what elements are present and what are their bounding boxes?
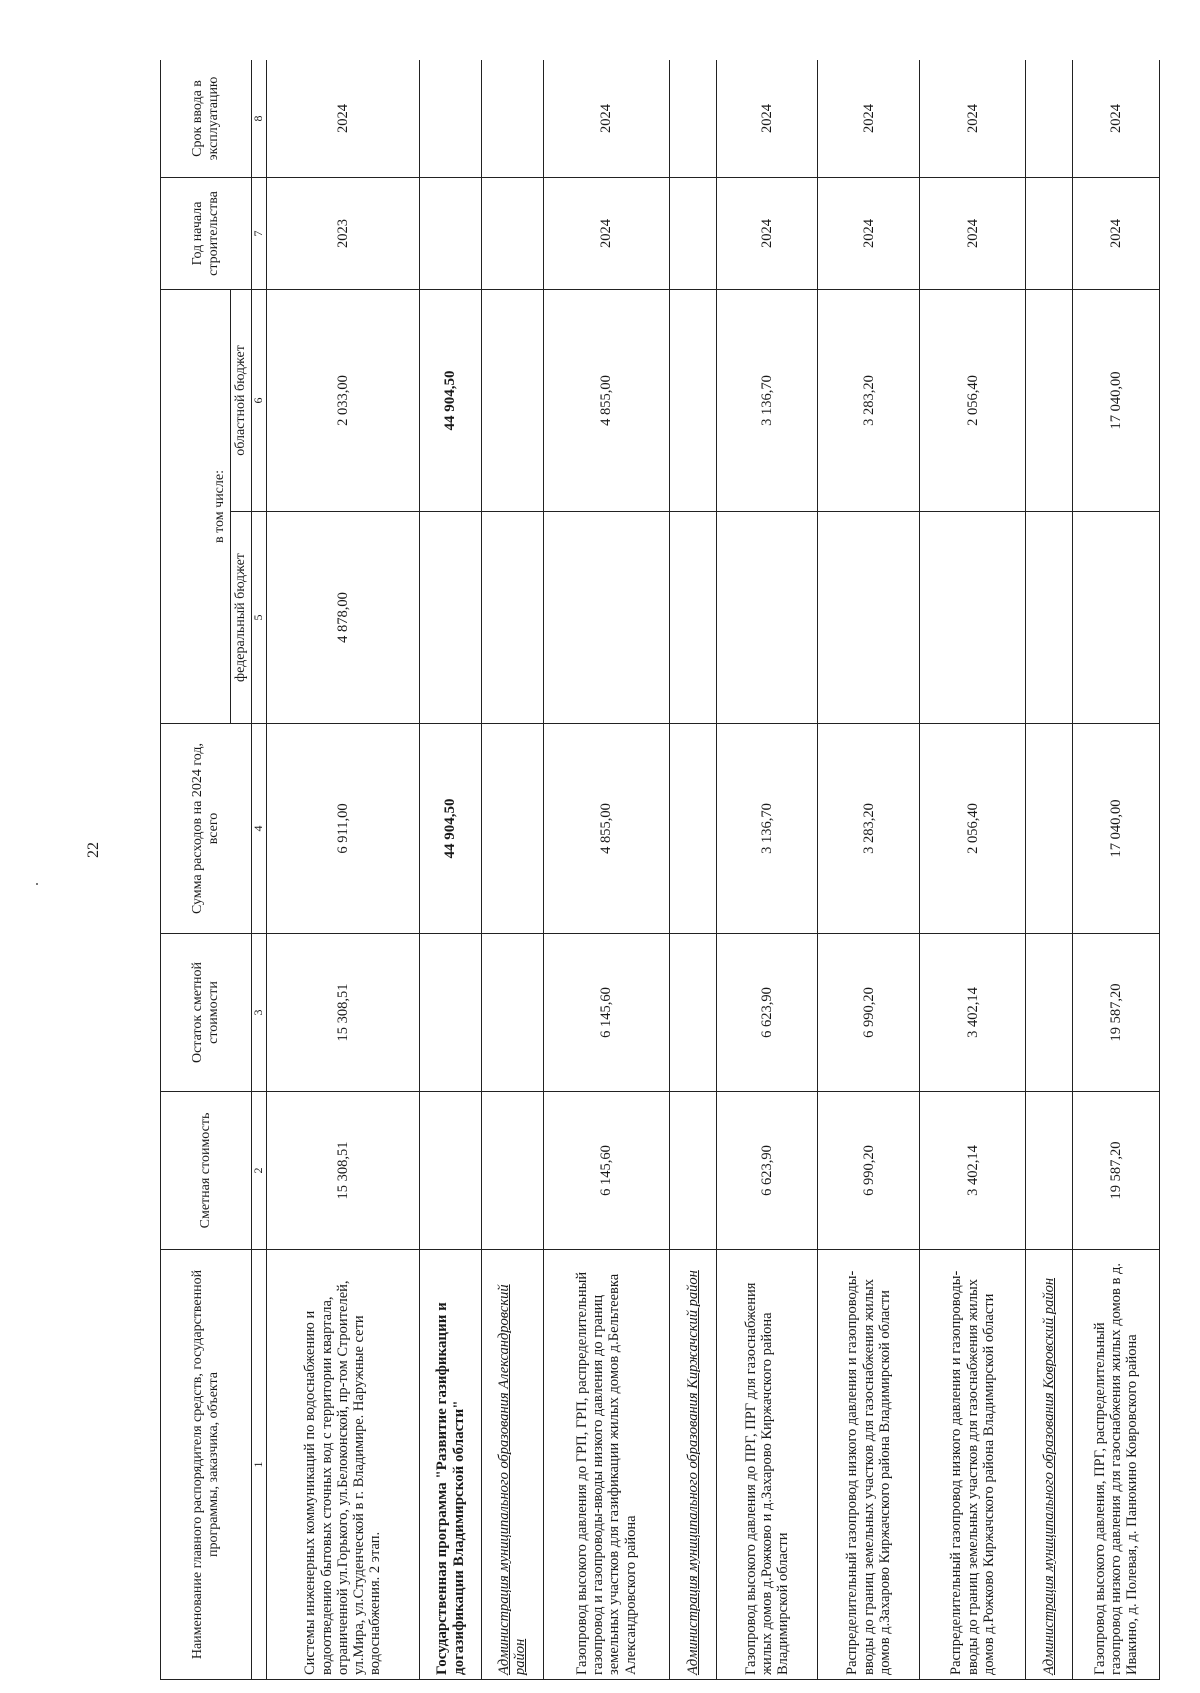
table-row [919, 60, 1025, 1680]
header-including: в том числе: [161, 289, 231, 723]
regional-budget: 2 033,00 [266, 289, 419, 511]
empty-cell [670, 1092, 717, 1250]
commission-year: 2024 [717, 60, 818, 177]
regional-budget: 17 040,00 [1073, 289, 1160, 511]
commission-year: 2024 [1073, 60, 1160, 177]
total-2024: 2 056,40 [919, 724, 1025, 934]
page-number: 22 [85, 842, 102, 858]
empty-cell [481, 289, 543, 511]
empty-cell [1026, 60, 1073, 177]
empty-cell [481, 512, 543, 724]
empty-cell [670, 289, 717, 511]
total-2024: 44 904,50 [420, 724, 482, 934]
empty-cell [481, 724, 543, 934]
start-year: 2024 [919, 177, 1025, 289]
commission-year [420, 60, 482, 177]
federal-budget [717, 512, 818, 724]
admin-name: Администрация муниципального образования Киржачский район [670, 1250, 717, 1680]
estimated-cost: 3 402,14 [919, 1092, 1025, 1250]
column-number: 4 [251, 724, 266, 934]
scan-speck [36, 883, 38, 885]
remaining-cost: 6 145,60 [543, 934, 669, 1092]
header-estimated-cost: Сметная стоимость [161, 1092, 252, 1250]
federal-budget: 4 878,00 [266, 512, 419, 724]
header-regional: областной бюджет [231, 289, 252, 511]
header-start-year: Год начала строительства [161, 177, 252, 289]
estimated-cost: 19 587,20 [1073, 1092, 1160, 1250]
table-row [818, 60, 919, 1680]
empty-cell [1026, 289, 1073, 511]
start-year: 2024 [1073, 177, 1160, 289]
remaining-cost [420, 934, 482, 1092]
column-number-row [251, 60, 266, 1680]
object-name: Распределительный газопровод низкого давления и газопроводы-вводы до границ земельных участков для газоснабжения жилых домов д.Захарово Киржачского района Владимирской области [818, 1250, 919, 1680]
empty-cell [670, 724, 717, 934]
commission-year: 2024 [543, 60, 669, 177]
header-row [161, 60, 231, 1680]
column-number: 1 [251, 1250, 266, 1680]
empty-cell [481, 934, 543, 1092]
start-year: 2024 [818, 177, 919, 289]
header-commission-year: Срок ввода в эксплуатацию [161, 60, 252, 177]
column-number: 2 [251, 1092, 266, 1250]
empty-cell [481, 1092, 543, 1250]
total-2024: 3 136,70 [717, 724, 818, 934]
regional-budget: 2 056,40 [919, 289, 1025, 511]
object-name: Газопровод высокого давления до ПРГ, ПРГ для газоснабжения жилых домов д.Рожково и д.Захарово Киржачского района Владимирской области [717, 1250, 818, 1680]
federal-budget [420, 512, 482, 724]
budget-table [160, 60, 1160, 1680]
remaining-cost: 6 623,90 [717, 934, 818, 1092]
regional-budget: 4 855,00 [543, 289, 669, 511]
empty-cell [1026, 934, 1073, 1092]
empty-cell [481, 177, 543, 289]
commission-year: 2024 [818, 60, 919, 177]
empty-cell [1026, 177, 1073, 289]
start-year: 2024 [717, 177, 818, 289]
commission-year: 2024 [919, 60, 1025, 177]
admin-name: Администрация муниципального образования Ковровский район [1026, 1250, 1073, 1680]
empty-cell [670, 934, 717, 1092]
regional-budget: 44 904,50 [420, 289, 482, 511]
total-2024: 4 855,00 [543, 724, 669, 934]
empty-cell [1026, 512, 1073, 724]
federal-budget [1073, 512, 1160, 724]
federal-budget [543, 512, 669, 724]
empty-cell [670, 512, 717, 724]
empty-cell [670, 177, 717, 289]
header-remaining-cost: Остаток сметной стоимости [161, 934, 252, 1092]
total-2024: 17 040,00 [1073, 724, 1160, 934]
admin-row [1026, 60, 1073, 1680]
total-2024: 3 283,20 [818, 724, 919, 934]
remaining-cost: 19 587,20 [1073, 934, 1160, 1092]
table-row [266, 60, 419, 1680]
total-2024: 6 911,00 [266, 724, 419, 934]
empty-cell [670, 60, 717, 177]
federal-budget [818, 512, 919, 724]
table-row [1073, 60, 1160, 1680]
header-federal: федеральный бюджет [231, 512, 252, 724]
remaining-cost: 6 990,20 [818, 934, 919, 1092]
column-number: 3 [251, 934, 266, 1092]
object-name: Газопровод высокого давления, ПРГ, распределительный газопровод низкого давления для газоснабжения жилых домов в д. Ивакино, д. Полевая, д. Панюкино Ковровского района [1073, 1250, 1160, 1680]
object-name: Системы инженерных коммуникаций по водоснабжению и водоотведению бытовых сточных вод с территории квартала, ограниченной ул.Горького, ул.Белоконской, пр-том Строителей, ул.Мира, ул.Студенческой в г. Владимире. Наружные сети водоснабжения. 2 этап. [266, 1250, 419, 1680]
regional-budget: 3 136,70 [717, 289, 818, 511]
table-row [717, 60, 818, 1680]
header-name: Наименование главного распорядителя средств, государственной программы, заказчика, объекта [161, 1250, 252, 1680]
column-number: 8 [251, 60, 266, 177]
rotated-table-container [160, 60, 1160, 1680]
program-name: Государственная программа "Развитие газификации и догазификации Владимирской области" [420, 1250, 482, 1680]
regional-budget: 3 283,20 [818, 289, 919, 511]
admin-name: Администрация муниципального образования Александровский район [481, 1250, 543, 1680]
empty-cell [481, 60, 543, 177]
commission-year: 2024 [266, 60, 419, 177]
estimated-cost: 6 623,90 [717, 1092, 818, 1250]
rotated-table-wrapper [160, 60, 1160, 1680]
empty-cell [1026, 724, 1073, 934]
object-name: Газопровод высокого давления до ГРП, ГРП, распределительный газопровод и газопроводы-вводы низкого давления до границ земельных участков для газификации жилых домов д.Бельтеевка Александровского района [543, 1250, 669, 1680]
table-row [543, 60, 669, 1680]
estimated-cost: 6 990,20 [818, 1092, 919, 1250]
admin-row [481, 60, 543, 1680]
start-year [420, 177, 482, 289]
column-number: 7 [251, 177, 266, 289]
remaining-cost: 15 308,51 [266, 934, 419, 1092]
start-year: 2024 [543, 177, 669, 289]
admin-row [670, 60, 717, 1680]
column-number: 5 [251, 512, 266, 724]
header-total-2024: Сумма расходов на 2024 год, всего [161, 724, 252, 934]
program-row [420, 60, 482, 1680]
start-year: 2023 [266, 177, 419, 289]
estimated-cost: 15 308,51 [266, 1092, 419, 1250]
estimated-cost: 6 145,60 [543, 1092, 669, 1250]
remaining-cost: 3 402,14 [919, 934, 1025, 1092]
estimated-cost [420, 1092, 482, 1250]
federal-budget [919, 512, 1025, 724]
column-number: 6 [251, 289, 266, 511]
empty-cell [1026, 1092, 1073, 1250]
object-name: Распределительный газопровод низкого давления и газопроводы-вводы до границ земельных участков для газоснабжения жилых домов д.Рожково Киржачского района Владимирской области [919, 1250, 1025, 1680]
